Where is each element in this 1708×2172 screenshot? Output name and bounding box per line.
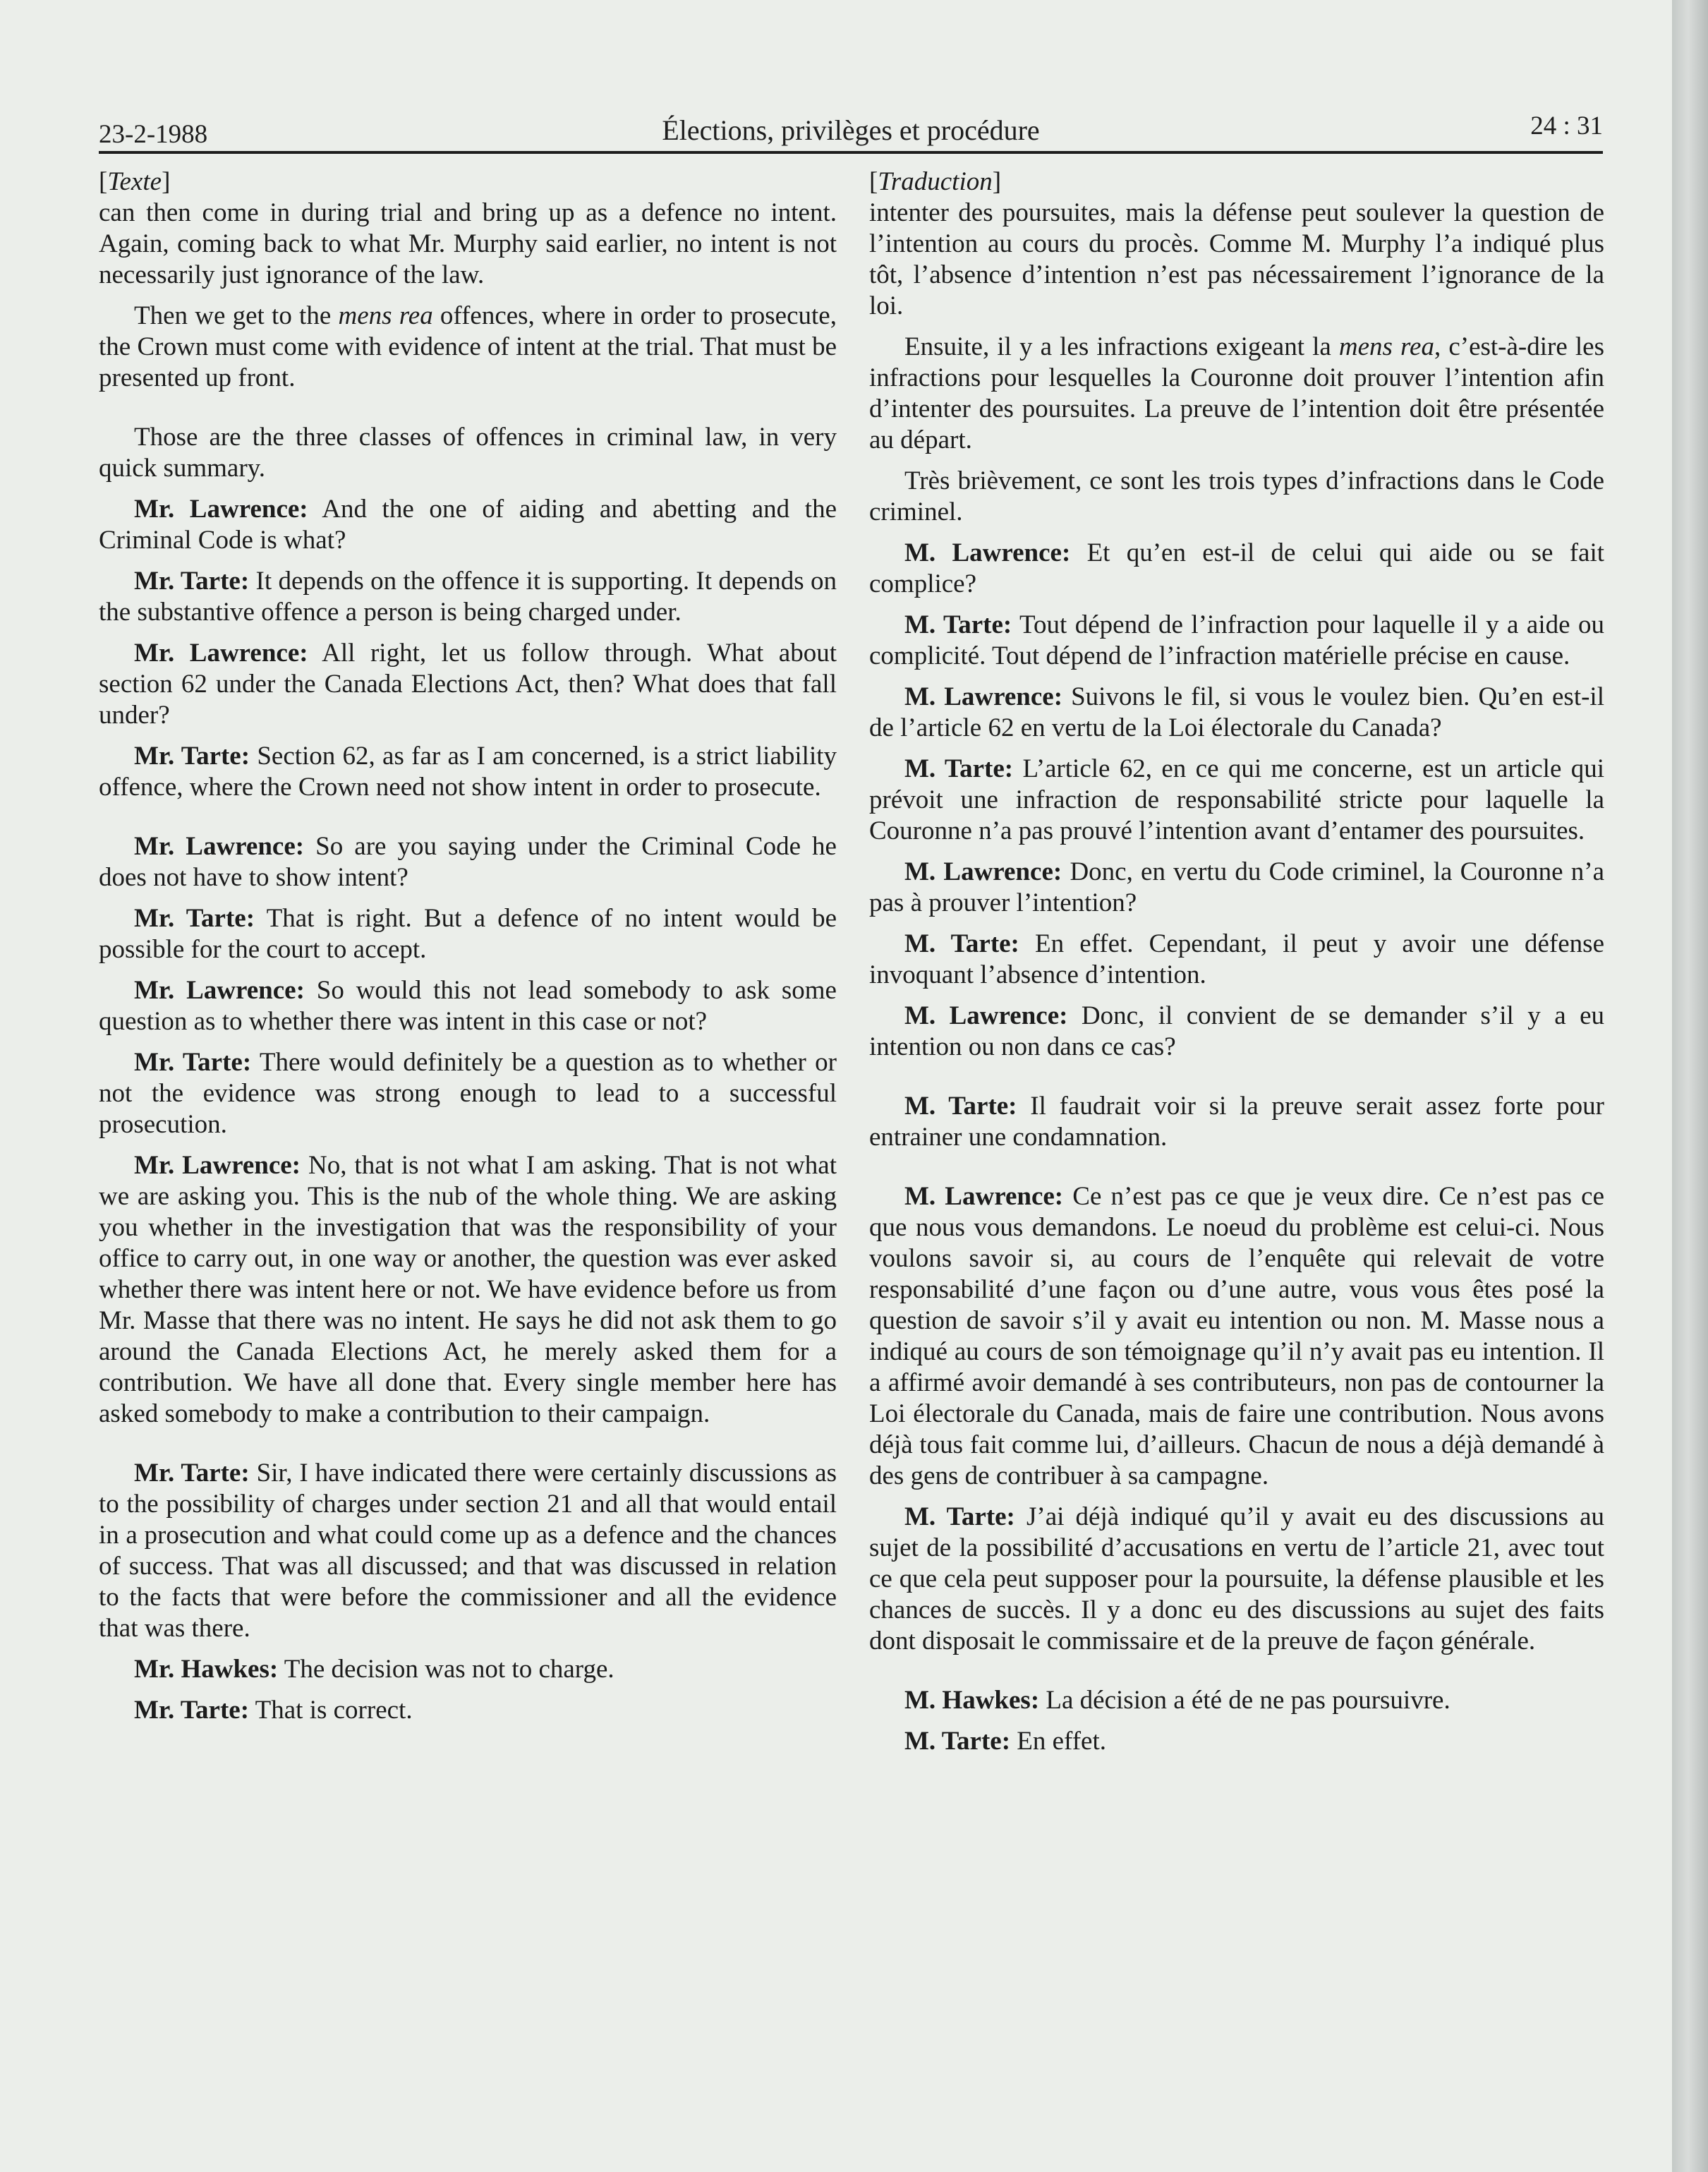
- speaker-name: M. Tarte:: [904, 1502, 1015, 1531]
- paragraph: M. Tarte: Il faudrait voir si la preuve serait assez forte pour entrainer une condamnation.: [869, 1092, 1604, 1152]
- french-column: [869, 167, 1604, 1767]
- speaker-name: Mr. Lawrence:: [134, 495, 308, 524]
- speaker-name: Mr. Tarte:: [134, 904, 255, 933]
- header-title: Élections, privilèges et procédure: [662, 114, 1040, 146]
- paragraph: intenter des poursuites, mais la défense peut soulever la question de l’intention au cours du procès. Comme M. Murphy l’a indiqué plus tôt, l’absence d’intention n’est pas nécessairement l’ignorance de la loi.: [869, 198, 1604, 320]
- latin-term: mens rea: [338, 301, 433, 330]
- paragraph: Mr. Lawrence: All right, let us follow through. What about section 62 under the Canada Elections Act, then? What does that fall under?: [99, 639, 837, 730]
- speaker-name: M. Lawrence:: [904, 1001, 1068, 1030]
- paragraph: Then we get to the mens rea offences, where in order to prosecute, the Crown must come with evidence of intent at the trial. That must be presented up front.: [99, 301, 837, 392]
- paragraph: Mr. Tarte: It depends on the offence it is supporting. It depends on the substantive offence a person is being charged under.: [99, 567, 837, 627]
- speaker-name: M. Lawrence:: [904, 682, 1063, 711]
- paragraph: Très brièvement, ce sont les trois types d’infractions dans le Code criminel.: [869, 466, 1604, 526]
- latin-term: mens rea: [1338, 332, 1434, 361]
- header-date: 23-2-1988: [99, 120, 208, 149]
- paragraph: M. Tarte: En effet.: [904, 1727, 1106, 1756]
- paragraph: Mr. Tarte: There would definitely be a question as to whether or not the evidence was strong enough to lead to a successful prosecution.: [99, 1048, 837, 1139]
- paragraph: Mr. Lawrence: So are you saying under the Criminal Code he does not have to show intent?: [99, 832, 837, 892]
- speaker-name: Mr. Lawrence:: [134, 639, 308, 668]
- text-marker: [Texte]: [99, 167, 171, 196]
- page-binding-edge: [1672, 0, 1708, 2172]
- paragraph: M. Lawrence: Donc, en vertu du Code criminel, la Couronne n’a pas à prouver l’intention?: [869, 857, 1605, 917]
- speaker-name: M. Tarte:: [904, 1092, 1017, 1121]
- speaker-name: Mr. Tarte:: [134, 742, 250, 771]
- speaker-name: Mr. Lawrence:: [134, 976, 305, 1005]
- speaker-name: Mr. Lawrence:: [134, 832, 305, 861]
- paragraph: Mr. Lawrence: And the one of aiding and abetting and the Criminal Code is what?: [99, 495, 837, 555]
- speaker-name: M. Hawkes:: [904, 1686, 1040, 1715]
- paragraph: M. Tarte: J’ai déjà indiqué qu’il y avait eu des discussions au sujet de la possibilité d’accusations en vertu de l’article 21, avec tout ce que cela peut supposer pour la poursuite, la défense plausible et les chances de succès. Il y a donc eu des discussions au sujet des faits dont disposait le commissaire et de la preuve de façon générale.: [869, 1502, 1605, 1655]
- paragraph: M. Lawrence: Suivons le fil, si vous le voulez bien. Qu’en est-il de l’article 62 en vertu de la Loi électorale du Canada?: [869, 682, 1604, 742]
- paragraph: M. Tarte: En effet. Cependant, il peut y avoir une défense invoquant l’absence d’intention.: [869, 929, 1604, 989]
- paragraph: Those are the three classes of offences in criminal law, in very quick summary.: [99, 423, 837, 483]
- header-page-number: 24 : 31: [1530, 111, 1603, 140]
- paragraph: Mr. Tarte: That is right. But a defence of no intent would be possible for the court to accept.: [99, 904, 837, 964]
- speaker-name: M. Tarte:: [904, 929, 1019, 958]
- speaker-name: Mr. Tarte:: [134, 1696, 250, 1725]
- speaker-name: Mr. Hawkes:: [134, 1655, 279, 1684]
- translation-marker: [Traduction]: [869, 167, 1002, 196]
- paragraph: M. Lawrence: Donc, il convient de se demander s’il y a eu intention ou non dans ce cas?: [869, 1001, 1604, 1061]
- paragraph: M. Hawkes: La décision a été de ne pas poursuivre.: [904, 1686, 1450, 1715]
- paragraph: can then come in during trial and bring up as a defence no intent. Again, coming back to what Mr. Murphy said earlier, no intent is not necessarily just ignorance of the law.: [99, 198, 837, 289]
- paragraph: M. Lawrence: Ce n’est pas ce que je veux dire. Ce n’est pas ce que nous vous demandons. Le noeud du problème est celui-ci. Nous voulons savoir si, au cours de l’enquête qui relevait de votre responsabilité d’une façon ou d’une autre, vous vous êtes posé la question de savoir s’il y avait eu intention ou non. M. Masse nous a indiqué au cours de son témoignage qu’il n’y avait pas eu intention. Il a affirmé avoir demandé à ses contributeurs, non pas de contourner la Loi électorale du Canada, mais de faire une contribution. Nous avons déjà tous fait comme lui, d’ailleurs. Chacun de nous a déjà demandé à des gens de contribuer à sa campagne.: [869, 1182, 1605, 1490]
- speaker-name: Mr. Tarte:: [134, 1048, 252, 1077]
- speaker-name: M. Tarte:: [904, 610, 1012, 639]
- paragraph: M. Tarte: L’article 62, en ce qui me concerne, est un article qui prévoit une infraction de responsabilité stricte pour laquelle la Couronne n’a pas prouvé l’intention avant d’entamer des poursuites.: [869, 754, 1604, 845]
- paragraph: Mr. Tarte: Sir, I have indicated there were certainly discussions as to the possibility of charges under section 21 and all that would entail in a prosecution and what could come up as a defence and the chances of success. That was all discussed; and that was discussed in relation to the facts that were before the commissioner and all the evidence that was there.: [99, 1459, 837, 1643]
- paragraph: Ensuite, il y a les infractions exigeant la mens rea, c’est-à-dire les infractions pour lesquelles la Couronne doit prouver l’intention afin d’intenter des poursuites. La preuve de l’intention doit être présentée au départ.: [869, 332, 1604, 454]
- speaker-name: Mr. Lawrence:: [134, 1151, 301, 1180]
- paragraph: Mr. Lawrence: So would this not lead somebody to ask some question as to whether there was intent in this case or not?: [99, 976, 837, 1036]
- paragraph: Mr. Hawkes: The decision was not to charge.: [134, 1655, 614, 1684]
- speaker-name: Mr. Tarte:: [134, 1459, 250, 1488]
- speaker-name: Mr. Tarte:: [134, 567, 250, 596]
- speaker-name: M. Lawrence:: [904, 1182, 1064, 1211]
- speaker-name: M. Tarte:: [904, 754, 1014, 783]
- paragraph: Mr. Lawrence: No, that is not what I am asking. That is not what we are asking you. This is the nub of the whole thing. We are asking you whether in the investigation that was the responsibility of your office to carry out, in one way or another, the question was ever asked whether there was intent here or not. We have evidence before us from Mr. Masse that there was no intent. He says he did not ask them to go around the Canada Elections Act, he merely asked them for a contribution. We have all done that. Every single member here has asked somebody to make a contribution to their campaign.: [99, 1151, 837, 1428]
- paragraph: Mr. Tarte: Section 62, as far as I am concerned, is a strict liability offence, where the Crown need not show intent in order to prosecute.: [99, 742, 837, 802]
- speaker-name: M. Lawrence:: [904, 857, 1062, 886]
- speaker-name: M. Lawrence:: [904, 538, 1071, 567]
- paragraph: M. Tarte: Tout dépend de l’infraction pour laquelle il y a aide ou complicité. Tout dépend de l’infraction matérielle précise en cause.: [869, 610, 1604, 670]
- page-header: [99, 103, 1603, 154]
- paragraph: Mr. Tarte: That is correct.: [134, 1696, 413, 1725]
- speaker-name: M. Tarte:: [904, 1727, 1011, 1756]
- paragraph: M. Lawrence: Et qu’en est-il de celui qui aide ou se fait complice?: [869, 538, 1605, 598]
- english-column: [99, 167, 837, 1736]
